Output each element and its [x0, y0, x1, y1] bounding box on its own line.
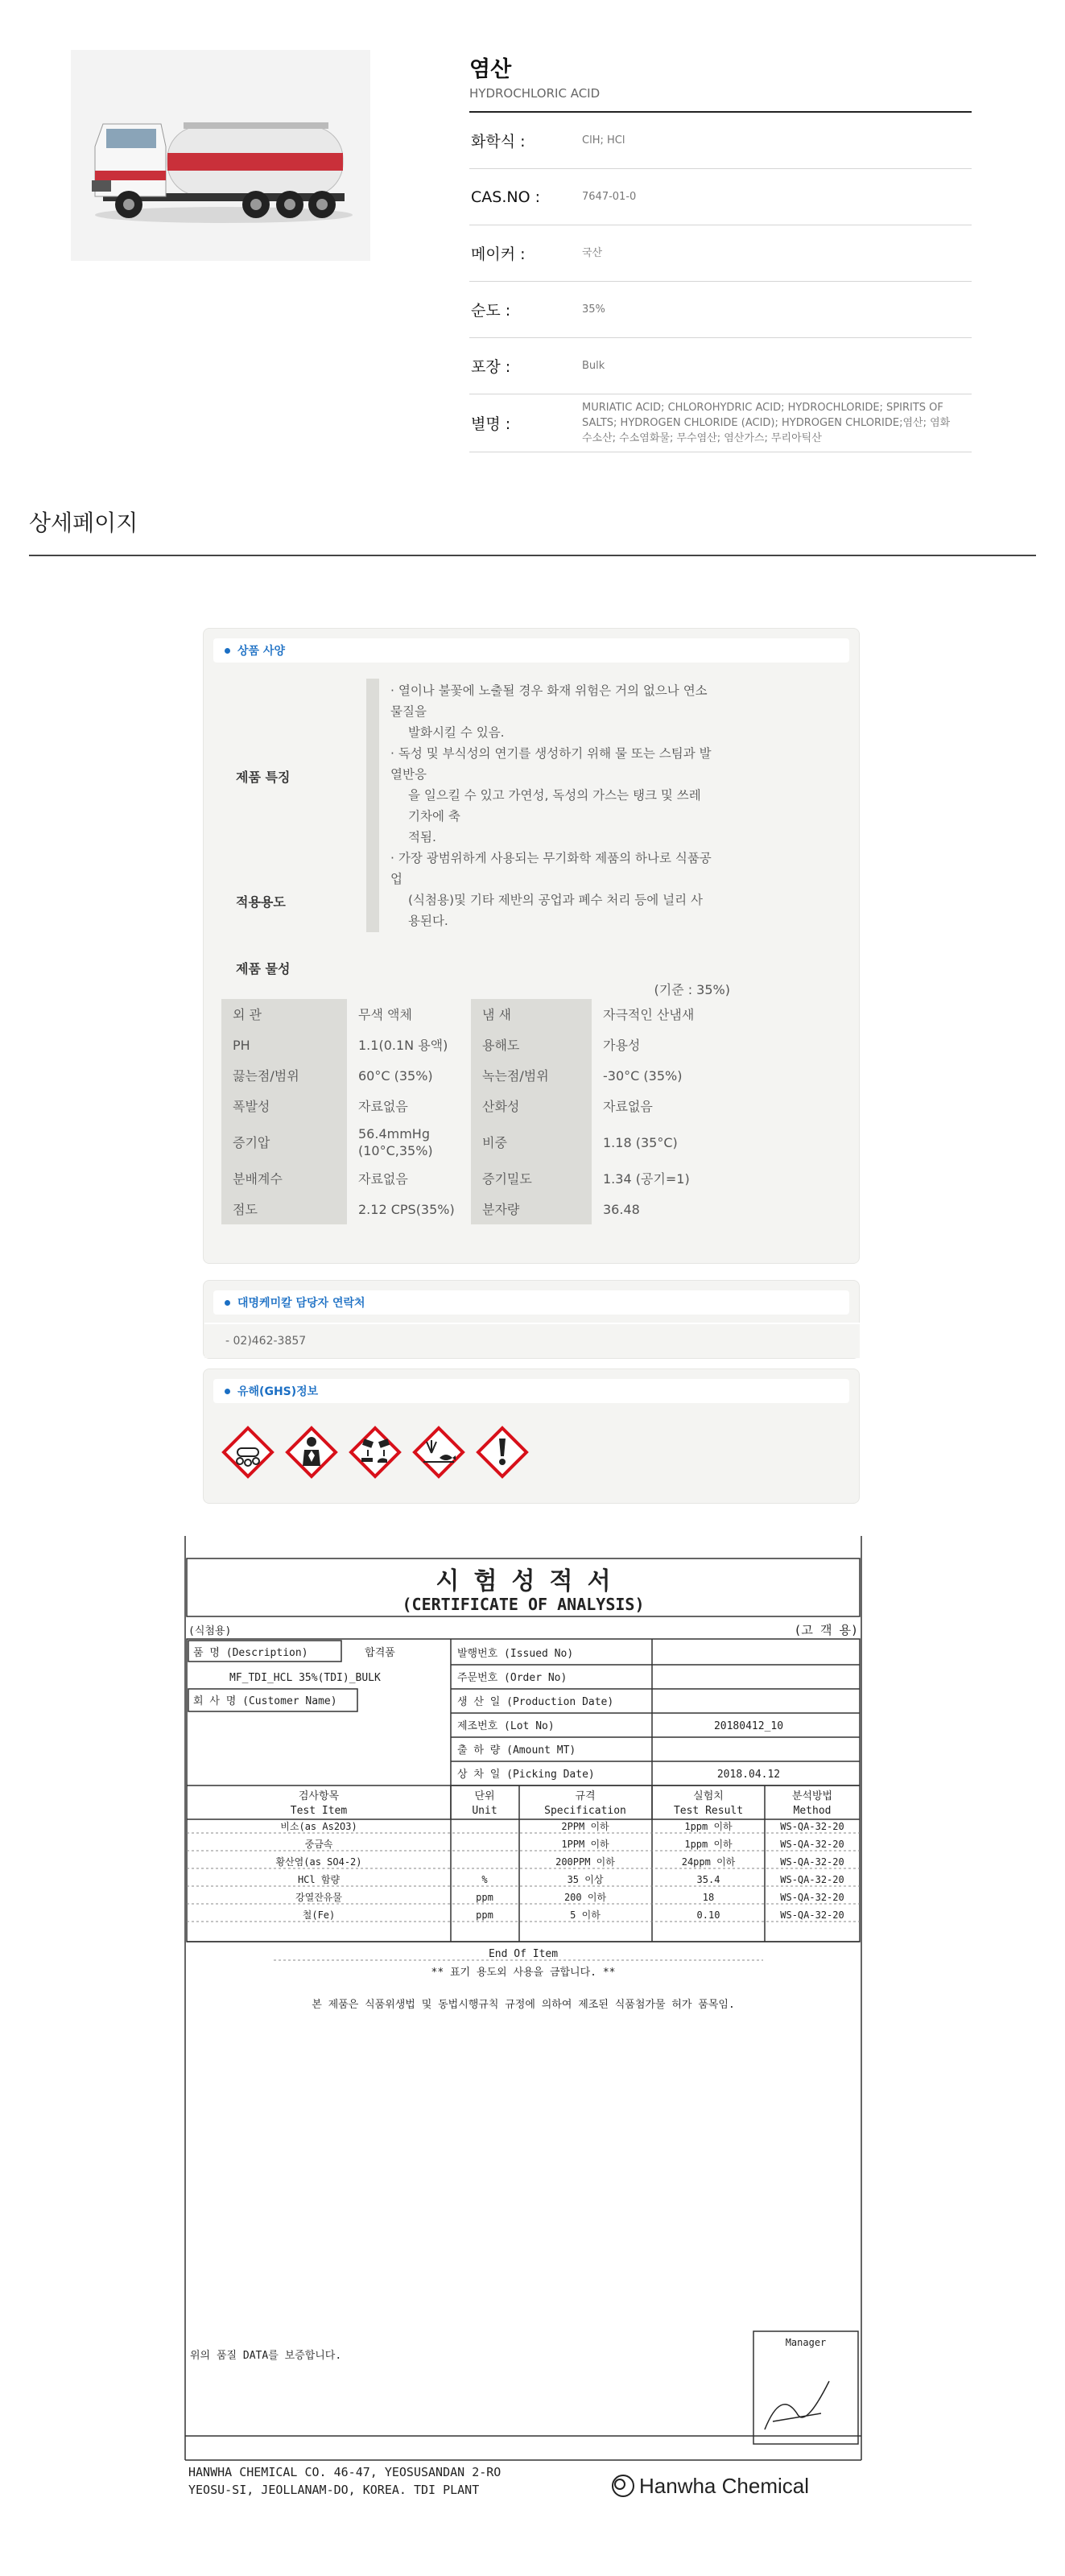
property-name: 냄 새	[471, 999, 592, 1030]
property-value: 2.12 CPS(35%)	[358, 1201, 455, 1217]
row-result: 18	[702, 1892, 715, 1903]
row-spec: 200 이하	[563, 1892, 607, 1903]
bullet-icon	[225, 1389, 230, 1394]
gas-cylinder-icon	[221, 1426, 275, 1479]
info-row-purity	[469, 282, 972, 338]
properties-title: 제품 물성	[236, 961, 291, 976]
info-value: MURIATIC ACID; CHLOROHYDRIC ACID; HYDROCHLORIDE; SPIRITS OF SALTS; HYDROGEN CHLORIDE (ACID); HYDROGEN CHLORIDE;염산; 염화수소산; 수소염화물; 무수염산; 염산가스; 무리아틱산	[582, 402, 951, 444]
header-method: Method	[793, 1805, 832, 1817]
exclamation-mark-icon	[476, 1426, 529, 1479]
property-value: 자료없음	[603, 1098, 653, 1114]
header-unit: Unit	[472, 1805, 497, 1817]
row-method: WS-QA-32-20	[780, 1856, 844, 1868]
property-value: 무색 액체	[358, 1006, 412, 1022]
health-hazard-icon	[285, 1426, 338, 1479]
info-label: 순도 :	[471, 302, 511, 320]
row-result: 1ppm 이하	[684, 1839, 733, 1850]
property-name: 분자량	[471, 1194, 592, 1224]
product-name: MF_TDI_HCL 35%(TDI)_BULK	[229, 1672, 381, 1684]
property-value: 자료없음	[358, 1098, 408, 1114]
row-spec: 2PPM 이하	[561, 1821, 609, 1832]
property-value: 가용성	[603, 1037, 641, 1053]
info-label: 포장 :	[471, 358, 511, 376]
description-label: 품 명 (Description)	[193, 1647, 308, 1659]
properties-basis: (기준 : 35%)	[654, 982, 730, 997]
property-name: 증기압	[221, 1121, 347, 1163]
property-name: 증기밀도	[471, 1163, 592, 1194]
table-row	[221, 1091, 841, 1121]
environment-hazard-icon	[412, 1426, 465, 1479]
property-name: 외 관	[221, 999, 347, 1030]
header-spec-ko: 규격	[575, 1790, 596, 1802]
info-value: 35%	[582, 303, 605, 316]
row-spec: 200PPM 이하	[555, 1856, 615, 1868]
row-spec: 5 이하	[570, 1909, 601, 1921]
row-result: 0.10	[696, 1909, 720, 1921]
info-row-cas	[469, 169, 972, 225]
detail-divider	[29, 555, 1036, 556]
info-value: ClH; HCl	[582, 134, 625, 147]
row-item: 철(Fe)	[302, 1909, 336, 1921]
feature-line: · 열이나 불꽃에 노출될 경우 화재 위험은 거의 없으나 연소물질을	[390, 683, 708, 719]
row-result: 35.4	[696, 1874, 720, 1885]
amount-label: 출 하 량 (Amount MT)	[457, 1744, 576, 1757]
header-test-item: Test Item	[290, 1805, 348, 1817]
property-name: 끓는점/범위	[221, 1060, 347, 1091]
row-item: 강열잔유물	[295, 1892, 342, 1903]
bullet-icon	[225, 648, 230, 654]
feature-text	[390, 680, 712, 931]
property-name: 분배계수	[221, 1163, 347, 1194]
product-info	[469, 56, 972, 452]
header-method-ko: 분석방법	[791, 1790, 833, 1802]
feature-line: 발화시킬 수 있음.	[408, 725, 505, 740]
certificate-title-en: (CERTIFICATE OF ANALYSIS)	[402, 1595, 645, 1614]
table-row	[221, 1163, 841, 1194]
contact-title: 대명케미칼 담당자 연락처	[237, 1297, 365, 1310]
property-value: 56.4mmHg (10°C,35%)	[358, 1126, 433, 1158]
tanker-truck-image	[71, 50, 370, 261]
row-method: WS-QA-32-20	[780, 1821, 844, 1832]
property-name: 비중	[471, 1121, 592, 1163]
property-name: 녹는점/범위	[471, 1060, 592, 1091]
table-row	[221, 1121, 841, 1163]
product-name-english: HYDROCHLORIC ACID	[469, 86, 601, 101]
lot-no-value: 20180412_10	[713, 1720, 784, 1732]
signature	[765, 2381, 829, 2429]
ghs-panel-header	[213, 1379, 849, 1403]
end-of-item: End Of Item	[488, 1948, 559, 1960]
order-no-label: 주문번호 (Order No)	[457, 1672, 568, 1684]
feature-line: · 가장 광범위하게 사용되는 무기화학 제품의 하나로 식품공업	[390, 851, 712, 886]
feature-line: 을 일으킬 수 있고 가연성, 독성의 가스는 탱크 및 쓰레기차에 축	[408, 788, 701, 824]
property-value: 자극적인 산냄새	[603, 1006, 695, 1022]
feature-line: (식첨용)및 기타 제반의 공업과 폐수 처리 등에 널리 사용된다.	[408, 893, 703, 928]
detail-page-title: 상세페이지	[29, 510, 138, 536]
company-address-line-1: HANWHA CHEMICAL CO. 46-47, YEOSUSANDAN 2-RO	[188, 2465, 502, 2479]
header-test-item-ko: 검사항목	[298, 1790, 340, 1802]
guarantee-text: 위의 품질 DATA를 보증합니다.	[190, 2350, 342, 2362]
info-row-packaging	[469, 338, 972, 394]
manager-label: Manager	[785, 2337, 827, 2348]
contact-panel-header	[213, 1290, 849, 1315]
row-method: WS-QA-32-20	[780, 1909, 844, 1921]
row-item: 중금속	[304, 1839, 333, 1850]
picking-date-label: 상 차 일 (Picking Date)	[457, 1769, 595, 1781]
info-label: 화학식 :	[471, 133, 526, 151]
corrosion-icon	[349, 1426, 402, 1479]
property-value: 36.48	[603, 1201, 640, 1217]
header-result-ko: 실험치	[693, 1790, 724, 1802]
header-unit-ko: 단위	[474, 1790, 495, 1802]
customer-label: 회 사 명 (Customer Name)	[193, 1695, 337, 1707]
issued-no-label: 발행번호 (Issued No)	[457, 1648, 574, 1660]
property-name: PH	[221, 1030, 347, 1060]
certificate-of-analysis	[169, 1536, 869, 2534]
feature-line: 적됨.	[408, 830, 436, 844]
table-row	[221, 999, 841, 1030]
row-unit: %	[481, 1874, 488, 1885]
ghs-title: 유해(GHS)정보	[237, 1385, 319, 1398]
feature-line: · 독성 및 부식성의 연기를 생성하기 위해 물 또는 스팀과 발열반응	[390, 746, 712, 782]
company-name: Hanwha Chemical	[639, 2474, 809, 2498]
row-result: 24ppm 이하	[681, 1856, 736, 1868]
header-result: Test Result	[673, 1805, 744, 1817]
production-date-label: 생 산 일 (Production Date)	[457, 1696, 614, 1708]
property-value: 1.34 (공기=1)	[603, 1170, 690, 1187]
approval-notice: 본 제품은 식품위생법 및 동법시행규칙 규정에 의하여 제조된 식품첨가물 허가 품목임.	[312, 1999, 735, 2011]
property-value: 60°C (35%)	[358, 1067, 433, 1084]
product-image	[71, 50, 370, 261]
certificate-title: 시 험 성 적 서	[435, 1567, 611, 1596]
contact-panel	[203, 1280, 860, 1359]
certificate-tag-left: (식첨용)	[188, 1625, 232, 1637]
usage-label: 적용용도	[236, 894, 286, 910]
property-value: 1.18 (35°C)	[603, 1134, 678, 1150]
property-value: 1.1(0.1N 용액)	[358, 1037, 448, 1053]
picking-date-value: 2018.04.12	[716, 1769, 781, 1781]
info-label: 별명 :	[471, 415, 511, 433]
pass-label: 합격품	[365, 1647, 395, 1659]
row-item: 비소(as As2O3)	[280, 1821, 357, 1832]
property-value: 자료없음	[358, 1170, 408, 1187]
row-item: 황산염(as SO4-2)	[275, 1856, 362, 1868]
company-address-line-2: YEOSU-SI, JEOLLANAM-DO, KOREA. TDI PLANT	[188, 2483, 480, 2497]
spec-panel-header	[213, 638, 849, 663]
property-name: 산화성	[471, 1091, 592, 1121]
property-name: 용해도	[471, 1030, 592, 1060]
feature-label: 제품 특징	[236, 770, 291, 785]
info-row-maker	[469, 225, 972, 282]
row-method: WS-QA-32-20	[780, 1892, 844, 1903]
hanwha-logo-icon	[613, 2475, 634, 2496]
contact-phone[interactable]: - 02)462-3857	[204, 1323, 860, 1358]
info-value: 7647-01-0	[582, 191, 637, 203]
spec-panel	[203, 628, 860, 1264]
properties-table	[221, 999, 841, 1224]
row-unit: ppm	[476, 1892, 493, 1903]
ghs-pictograms	[221, 1426, 529, 1479]
info-value: 국산	[582, 247, 603, 259]
info-value: Bulk	[582, 360, 605, 372]
property-value: -30°C (35%)	[603, 1067, 683, 1084]
usage-notice: ** 표기 용도외 사용을 금합니다. **	[431, 1967, 616, 1979]
table-row	[221, 1060, 841, 1091]
property-name: 점도	[221, 1194, 347, 1224]
row-result: 1ppm 이하	[684, 1821, 733, 1832]
row-method: WS-QA-32-20	[780, 1874, 844, 1885]
info-row-aliases	[469, 394, 972, 452]
row-unit: ppm	[476, 1909, 493, 1921]
header-spec: Specification	[544, 1805, 626, 1817]
table-row	[221, 1194, 841, 1224]
property-name: 폭발성	[221, 1091, 347, 1121]
row-spec: 1PPM 이하	[561, 1839, 609, 1850]
bullet-icon	[225, 1300, 230, 1306]
row-method: WS-QA-32-20	[780, 1839, 844, 1850]
info-row-formula	[469, 113, 972, 169]
info-label: 메이커 :	[471, 246, 526, 263]
spec-section-title: 상품 사양	[237, 645, 285, 658]
info-label: CAS.NO :	[471, 188, 540, 206]
product-name: 염산	[469, 57, 512, 82]
table-row	[221, 1030, 841, 1060]
feature-bar	[366, 679, 379, 932]
ghs-panel	[203, 1368, 860, 1504]
row-item: HCl 함량	[297, 1874, 341, 1885]
lot-no-label: 제조번호 (Lot No)	[457, 1720, 555, 1732]
certificate-document	[169, 1536, 869, 2534]
certificate-tag-right: (고 객 용)	[794, 1623, 858, 1637]
row-spec: 35 이상	[567, 1874, 604, 1885]
